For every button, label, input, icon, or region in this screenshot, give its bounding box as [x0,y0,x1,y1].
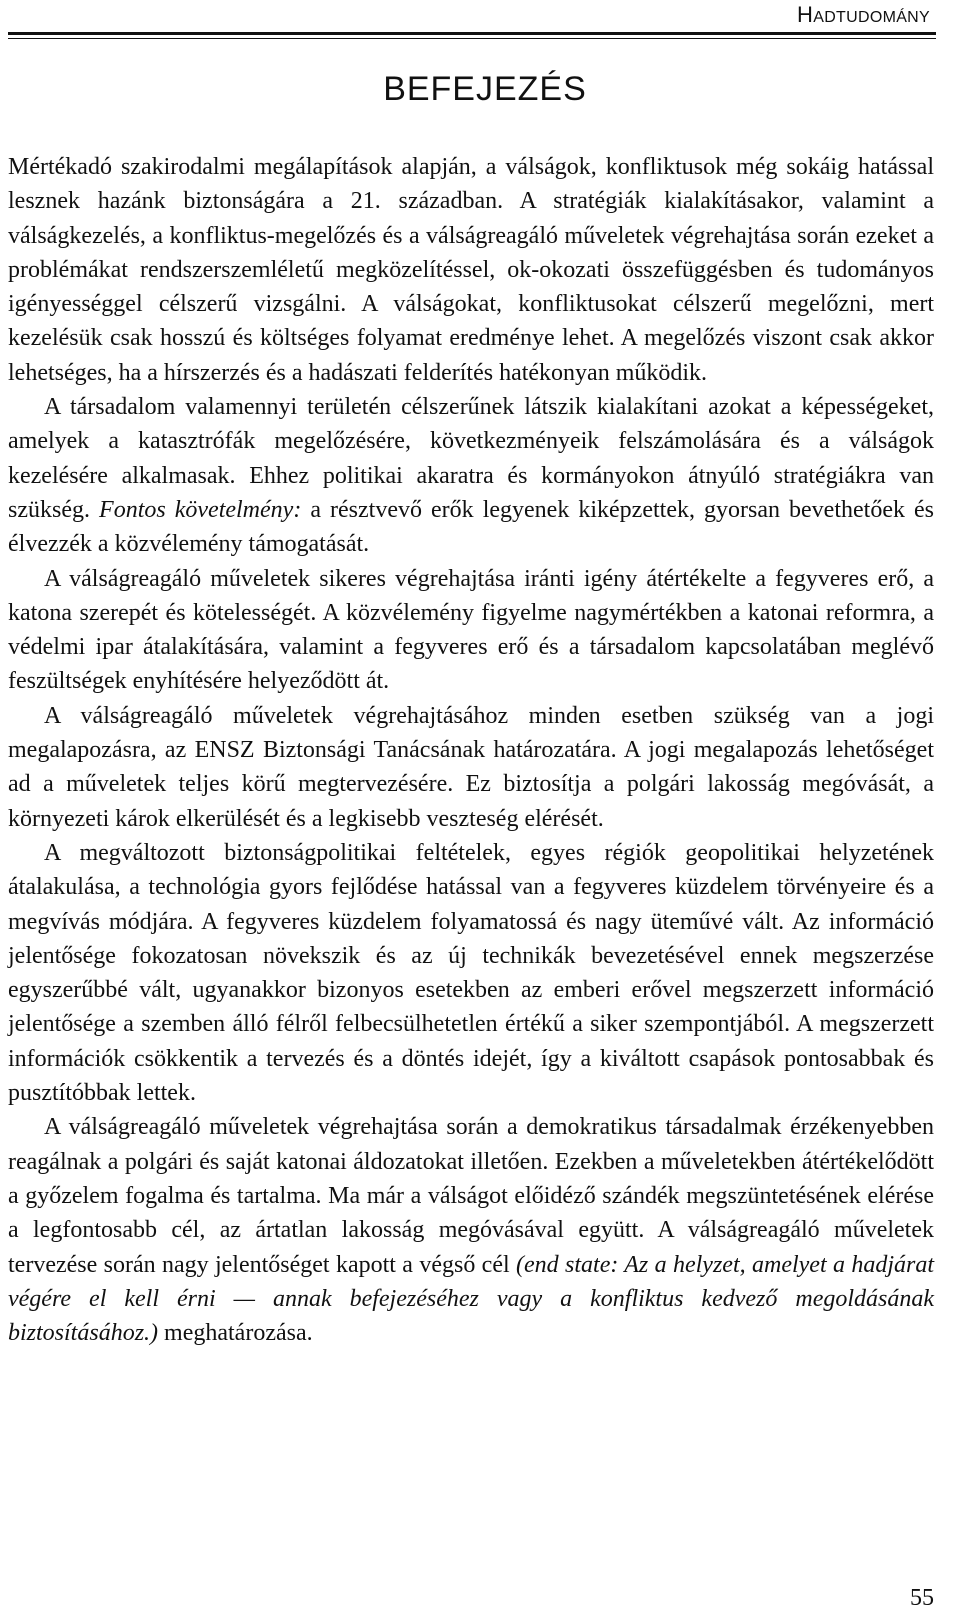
paragraph-3 [8,562,934,699]
paragraph-5 [8,836,934,1110]
paragraph-1 [8,150,934,390]
running-header-initial: H [797,2,814,27]
running-header-rest: ADTUDOMÁNY [813,9,930,26]
body-text [8,150,934,1350]
paragraph-6 [8,1110,934,1350]
section-title: BEFEJEZÉS [383,70,587,108]
paragraph-4-text: A válságreagáló műveletek végrehajtásához minden esetben szükség van a jogi megalapozásra, az ENSZ Biztonsági Tanácsának határozatára. A jogi megalapozás lehetőséget ad a műveletek teljes körű megtervezésére. Ez biztosítja a polgári lakosság megóvását, a környezeti károk elkerülését és a legkisebb veszteség elérését. [8,702,934,832]
header-rule [8,32,936,39]
paragraph-2-emphasis: Fontos követelmény: [99,496,302,523]
paragraph-5-text: A megváltozott biztonságpolitikai feltételek, egyes régiók geopolitikai helyzetének átalakulása, a technológia gyors fejlődése hatással van a fegyveres küzdelem törvényeire és a megvívás módjára. A fegyveres küzdelem folyamatossá és nagy üteművé vált. Az információ jelentősége fokozatosan növekszik és az új technikák bevezetésével ennek megszerzése egyszerűbbé vált, ugyanakkor bizonyos esetekben az emberi erővel megszerzett információ jelentősége a szemben álló félről felbecsülhetetlen értékű a siker szempontjából. A megszerzett információk csökkentik a tervezés és a döntés idejét, így a kiváltott csapások pontosabbak és pusztítóbbak lettek. [8,839,934,1107]
paragraph-2-text-end: a résztvevő erők legyenek kiképzettek, gyorsan bevethetőek és élvezzék a közvélemény támogatását. [8,496,935,558]
page-number: 55 [910,1585,934,1611]
paragraph-6-text-end: meghatározása. [158,1320,313,1347]
paragraph-2 [8,390,934,561]
paragraph-6-text: A válságreagáló műveletek végrehajtása során a demokratikus társadalmak érzékenyebben reagálnak a polgári és saját katonai áldozatokat illetően. Ezekben a műveletekben átértékelődött a győzelem fogalma és tartalma. Ma már a válságot előidéző szándék megszüntetésének elérése a legfontosabb cél, az ártatlan lakosság megóvásával együtt. A válságreagáló műveletek tervezése során nagy jelentőséget kapott a végső cél [8,1114,934,1278]
paragraph-2-text: A társadalom valamennyi területén célszerűnek látszik kialakítani azokat a képességeket, amelyek a katasztrófák megelőzésére, következményeik felszámolására és a válságok kezelésére alkalmasak. Ehhez politikai akaratra és kormányokon átnyúló stratégiákra van szükség. [8,394,934,523]
paragraph-6-emphasis: (end state: Az a helyzet, amelyet a hadjárat végére el kell érni — annak befejezéséhez vagy a konfliktus kedvező megoldásának biztosításához.) [8,1251,935,1347]
paragraph-4 [8,699,934,836]
paragraph-3-text: A válságreagáló műveletek sikeres végrehajtása iránti igény átértékelte a fegyveres erő, a katona szerepét és kötelességét. A közvélemény figyelme nagymértékben a katonai reformra, a védelmi ipar átalakítására, valamint a fegyveres erő és a társadalom kapcsolatában meglévő feszültségek enyhítésére helyeződött át. [8,565,934,695]
running-header [797,2,930,28]
paragraph-1-text: Mértékadó szakirodalmi megálapítások alapján, a válságok, konfliktusok még sokáig hatással lesznek hazánk biztonságára a 21. században. A stratégiák kialakításakor, valamint a válságkezelés, a konfliktus-megelőzés és a válságreagáló műveletek végrehajtása során ezeket a problémákat rendszerszemléletű megközelítéssel, ok-okozati összefüggésben és tudományos igényességgel célszerű vizsgálni. A válságokat, konfliktusokat célszerű megelőzni, mert kezelésük csak hosszú és költséges folyamat eredménye lehet. A megelőzés viszont csak akkor lehetséges, ha a hírszerzés és a hadászati felderítés hatékonyan működik. [8,154,934,386]
